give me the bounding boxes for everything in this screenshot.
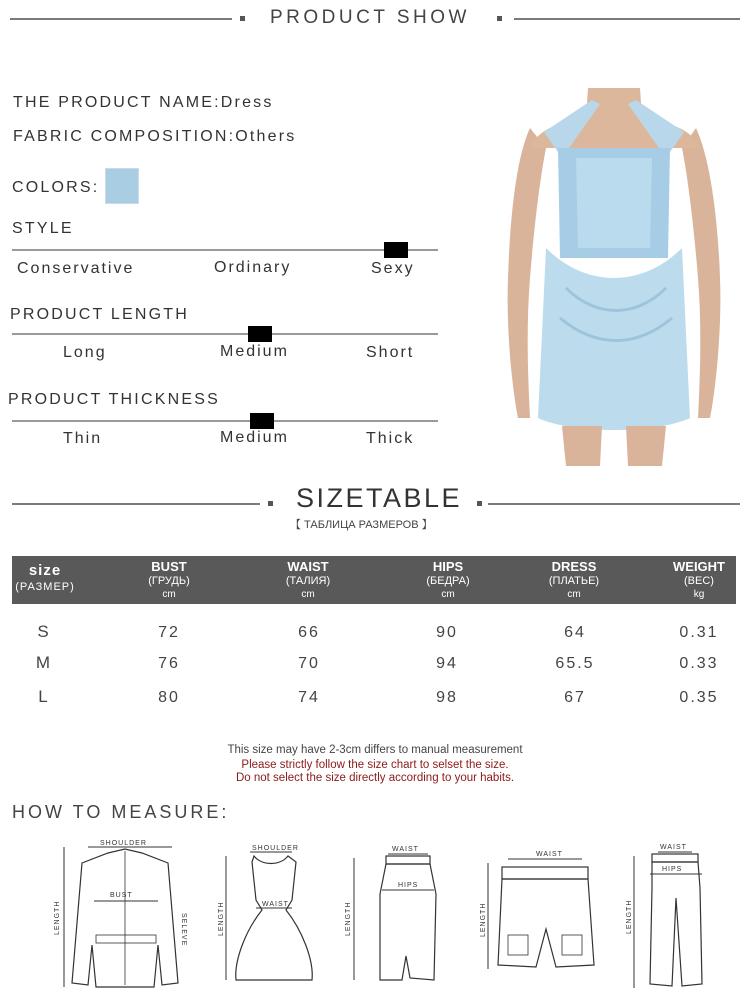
- note-follow-chart: Please strictly follow the size chart to selset the size.: [241, 759, 509, 771]
- table-header: [12, 556, 736, 604]
- label-pants-length: LENGTH: [626, 899, 633, 934]
- length-option-long: Long: [63, 344, 107, 361]
- product-show-title: PRODUCT SHOW: [270, 7, 470, 28]
- col-bust: BUST (ГРУДЬ) cm: [148, 559, 190, 600]
- label-skirt-hips: HIPS: [398, 882, 419, 889]
- pants-measure-sketch: [622, 838, 712, 998]
- col-size: size (РАЗМЕР): [15, 562, 75, 593]
- product-photo: [496, 88, 732, 466]
- col-waist: WAIST (ТАЛИЯ) cm: [285, 559, 331, 600]
- label-bust: BUST: [110, 892, 133, 899]
- jacket-measure-sketch: [50, 835, 200, 995]
- label-shoulder: SHOULDER: [100, 840, 147, 847]
- thickness-option-thin: Thin: [63, 430, 103, 447]
- label-pants-waist: WAIST: [660, 844, 687, 851]
- note-habits: Do not select the size directly according to your habits.: [235, 772, 515, 784]
- label-dress-length: LENGTH: [218, 901, 225, 936]
- label-skirt-waist: WAIST: [392, 846, 419, 853]
- color-swatch[interactable]: [105, 168, 139, 204]
- fabric-row: [13, 128, 296, 146]
- col-dress: DRESS (ПЛАТЬЕ) cm: [548, 559, 600, 600]
- col-hips: HIPS (БЕДРА) cm: [426, 559, 470, 600]
- label-length: LENGTH: [54, 900, 61, 935]
- dress-measure-sketch: [216, 840, 316, 990]
- label-sleeve: SELEVE: [180, 913, 187, 947]
- sizetable-subtitle: 【 ТАБЛИЦА РАЗМЕРОВ 】: [290, 519, 433, 531]
- label-dress-waist: WAIST: [262, 901, 289, 908]
- thickness-option-medium: Medium: [220, 429, 289, 446]
- colors-label: COLORS:: [12, 179, 100, 196]
- length-label: PRODUCT LENGTH: [10, 306, 189, 323]
- product-name-row: [13, 94, 274, 112]
- style-marker: [384, 242, 408, 258]
- sizetable-title: SIZETABLE: [296, 483, 463, 513]
- product-name-value: Dress: [220, 94, 274, 111]
- fabric-value: Others: [235, 128, 297, 145]
- skirt-measure-sketch: [340, 840, 440, 990]
- style-option-conservative: Conservative: [17, 260, 135, 277]
- style-option-sexy: Sexy: [371, 260, 415, 277]
- product-name-label: THE PRODUCT NAME:: [13, 94, 221, 111]
- length-option-medium: Medium: [220, 343, 289, 360]
- length-option-short: Short: [366, 344, 415, 361]
- label-skirt-length: LENGTH: [345, 901, 352, 936]
- fabric-label: FABRIC COMPOSITION:: [13, 128, 236, 145]
- label-shorts-length: LENGTH: [480, 902, 487, 937]
- note-measurement: This size may have 2-3cm differs to manual measurement: [227, 744, 523, 756]
- style-option-ordinary: Ordinary: [214, 259, 292, 276]
- label-dress-shoulder: SHOULDER: [252, 845, 299, 852]
- col-weight: WEIGHT (ВЕС) kg: [673, 559, 725, 600]
- shorts-measure-sketch: [478, 845, 608, 975]
- style-label: STYLE: [12, 220, 74, 237]
- how-to-measure-title: HOW TO MEASURE:: [12, 802, 230, 822]
- thickness-label: PRODUCT THICKNESS: [8, 391, 220, 408]
- length-marker: [248, 326, 272, 342]
- thickness-option-thick: Thick: [366, 430, 415, 447]
- label-shorts-waist: WAIST: [536, 851, 563, 858]
- label-pants-hips: HIPS: [662, 866, 683, 873]
- thickness-marker: [250, 413, 274, 429]
